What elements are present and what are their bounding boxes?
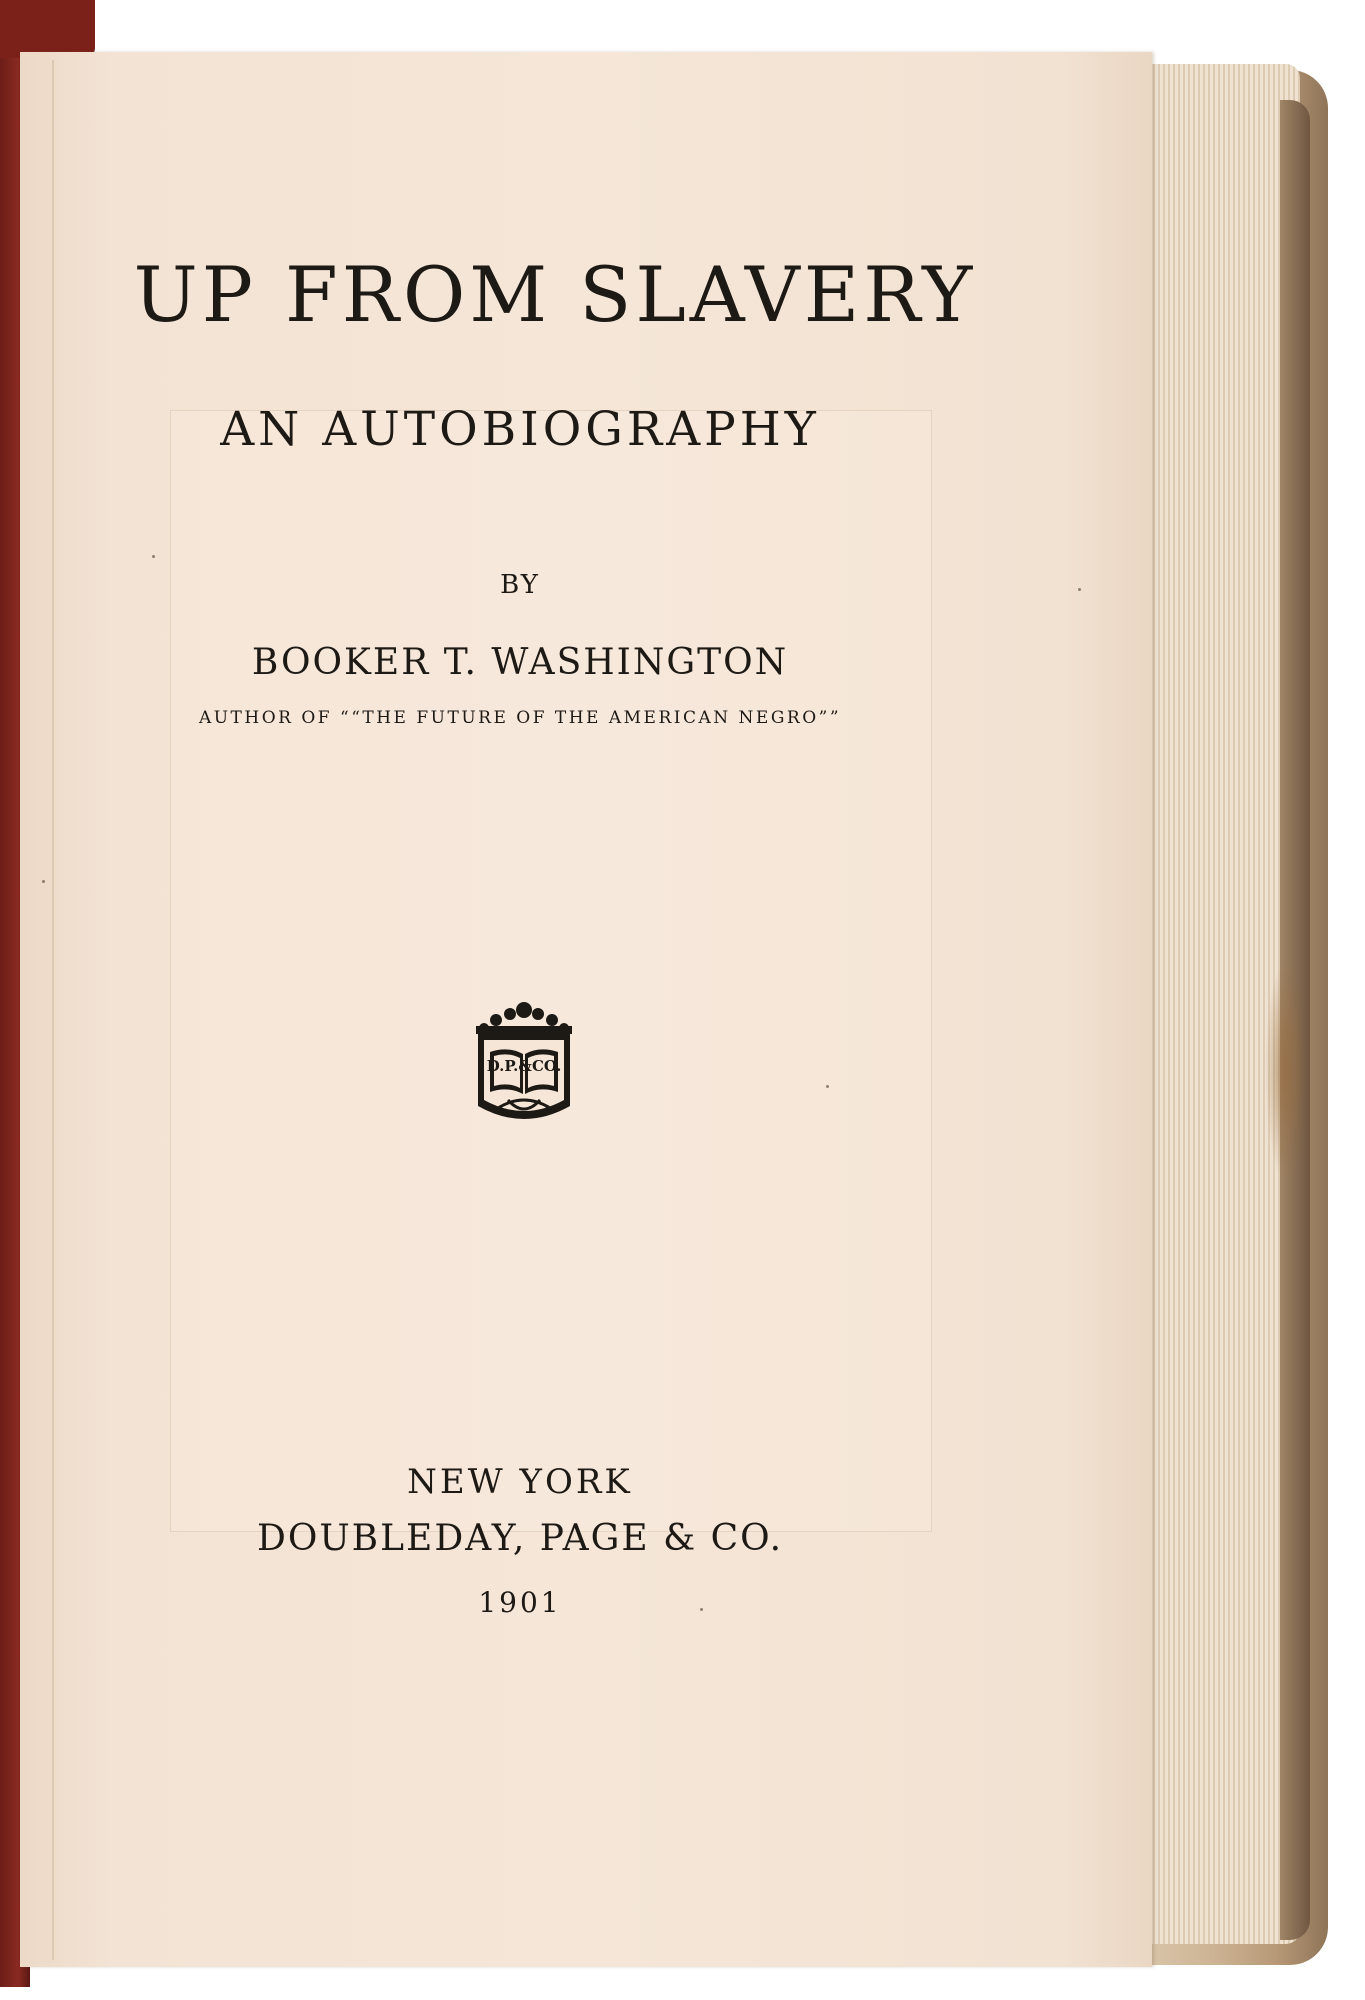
book-title: UP FROM SLAVERY: [133, 250, 977, 339]
author-note: AUTHOR OF ““THE FUTURE OF THE AMERICAN NEGRO””: [198, 708, 842, 728]
fox-stain: [1265, 960, 1305, 1180]
paper-speck: [700, 1608, 703, 1611]
paper-speck: [1078, 588, 1081, 591]
by-line: BY: [500, 570, 540, 600]
paper-speck: [826, 1085, 829, 1088]
imprint-year: 1901: [478, 1586, 562, 1619]
publisher-mark-text: D.P.&CO.: [486, 1057, 562, 1075]
paper-speck: [152, 555, 155, 558]
imprint-publisher: DOUBLEDAY, PAGE & CO.: [256, 1518, 784, 1559]
binding-cap: [0, 0, 95, 58]
book-subtitle: AN AUTOBIOGRAPHY: [220, 402, 820, 457]
imprint-place: NEW YORK: [407, 1462, 633, 1502]
gutter: [52, 60, 54, 1960]
author-name: BOOKER T. WASHINGTON: [251, 642, 789, 683]
paper-speck: [42, 880, 45, 883]
